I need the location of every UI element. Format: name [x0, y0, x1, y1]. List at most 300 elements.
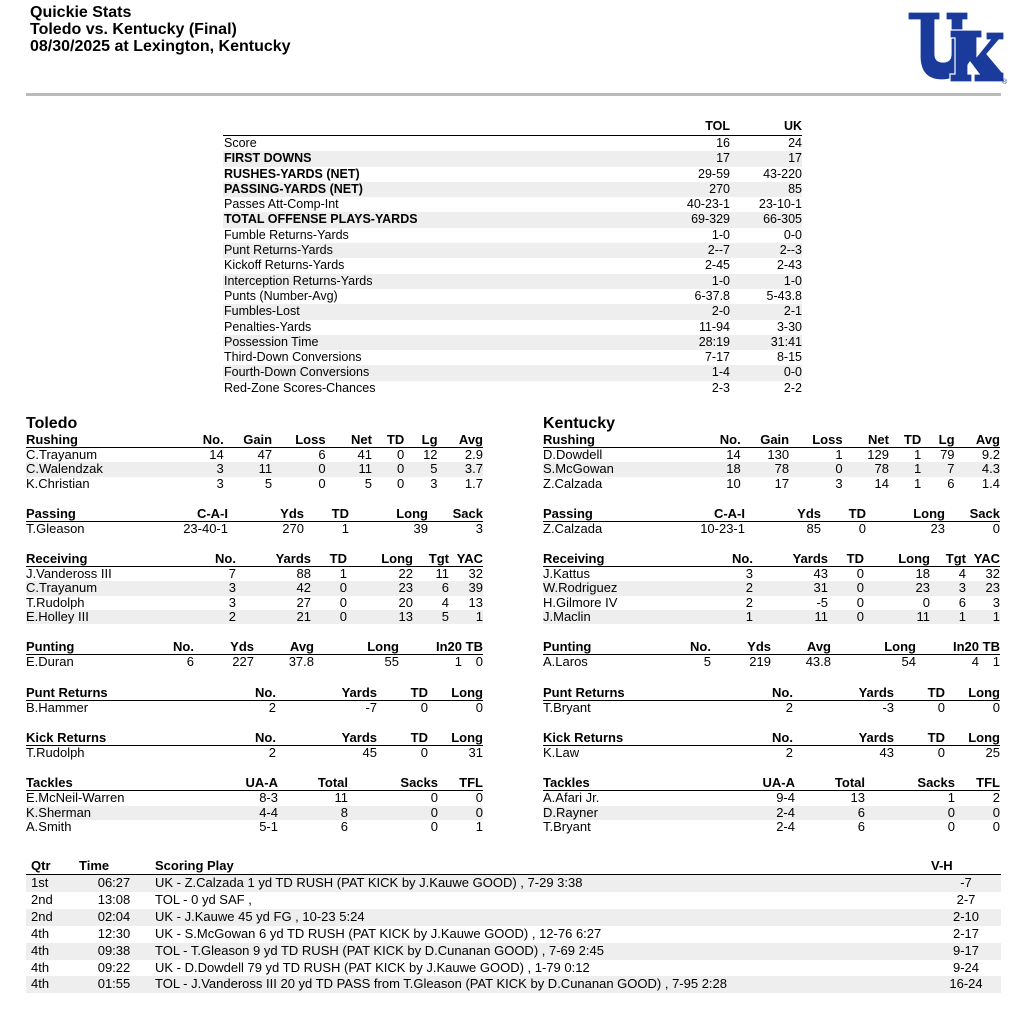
punting-column-header: Yds [194, 640, 254, 655]
passing-column-header: TD [821, 507, 866, 522]
player-name: J.Kattus [543, 566, 590, 582]
stat-value: 0 [937, 699, 945, 715]
summary-tol-value: 2-0 [711, 304, 730, 319]
summary-uk-value: 5-43.8 [766, 288, 802, 303]
passing-header-row [26, 507, 483, 522]
rushing-column-header: TD [372, 433, 404, 448]
scoring-score: 2-17 [952, 925, 980, 941]
passing-section-title: Passing [26, 507, 156, 522]
stat-value: 23 [915, 580, 930, 596]
rushing-player-row [26, 462, 483, 476]
team-summary-table [223, 118, 802, 396]
stat-value: 9-4 [776, 790, 795, 806]
tackles-column-header: Total [278, 776, 348, 791]
punt-returns-table [26, 686, 483, 715]
stat-value: 43.8 [805, 654, 831, 670]
punting-table [543, 640, 1000, 669]
scoring-quarter: 4th [31, 925, 50, 941]
stat-value: 0 [420, 744, 428, 760]
punting-column-header: Yds [711, 640, 771, 655]
scoring-quarter: 4th [31, 942, 50, 958]
stat-value: 55 [384, 654, 399, 670]
summary-header-row [223, 118, 802, 136]
punting-player-row [543, 655, 1000, 670]
receiving-column-header: YAC [966, 552, 1000, 567]
summary-label: Possession Time [224, 334, 319, 349]
stat-value: 13 [398, 609, 413, 625]
scoring-header-play: Scoring Play [149, 856, 931, 875]
stat-value: 0 [992, 804, 1000, 820]
stat-value: 0 [475, 699, 483, 715]
rushing-column-header: Loss [789, 433, 842, 448]
stat-value: 18 [726, 461, 741, 477]
summary-header-tol: TOL [664, 118, 730, 136]
stat-value: 78 [774, 461, 790, 477]
stat-value: -7 [365, 699, 377, 715]
stat-value: 0 [339, 580, 347, 596]
stat-value: 0 [992, 520, 1000, 536]
summary-uk-value: 31:41 [770, 334, 802, 349]
stat-value: 0 [339, 594, 347, 610]
stat-value: 0 [992, 699, 1000, 715]
scoring-header-time: Time [79, 856, 149, 875]
receiving-header-row [543, 552, 1000, 567]
receiving-table [543, 552, 1000, 624]
kick-returns-player-row [26, 745, 483, 760]
rushing-column-header: Avg [438, 433, 483, 448]
rushing-column-header: Gain [224, 433, 272, 448]
kick-returns-column-header: TD [377, 731, 428, 746]
summary-tol-value: 1-4 [711, 365, 730, 380]
stat-value: 1 [475, 818, 483, 834]
summary-uk-value: 8-15 [776, 350, 802, 365]
player-name: T.Bryant [543, 818, 591, 834]
punting-column-header: Long [831, 640, 916, 655]
player-name: Z.Calzada [543, 475, 603, 491]
punting-column-header: TB [462, 640, 483, 655]
player-name: H.Gilmore IV [543, 594, 618, 610]
stat-value: 3 [745, 566, 753, 582]
scoring-row [26, 960, 1001, 977]
scoring-score: -7 [960, 875, 972, 890]
stat-value: 0 [397, 475, 405, 491]
kick-returns-column-header: TD [894, 731, 945, 746]
receiving-player-row [26, 596, 483, 610]
player-name: A.Laros [543, 654, 588, 670]
stat-value: 0 [992, 818, 1000, 834]
stat-value: 0 [397, 447, 405, 462]
rushing-column-header: Gain [741, 433, 789, 448]
game-matchup: Toledo vs. Kentucky (Final) [30, 21, 237, 38]
summary-tol-value: 40-23-1 [686, 197, 730, 212]
punt-returns-column-header: No. [226, 686, 276, 701]
summary-tol-value: 16 [716, 136, 730, 150]
stat-value: 3 [216, 461, 224, 477]
player-name: S.McGowan [543, 461, 614, 477]
receiving-player-row [26, 567, 483, 582]
scoring-quarter: 4th [31, 959, 50, 975]
team-stats-toledo [26, 415, 483, 850]
summary-tol-value: 29-59 [698, 166, 730, 181]
stat-value: 37.8 [288, 654, 314, 670]
stat-value: 11 [435, 566, 449, 582]
stat-value: 5 [364, 475, 372, 491]
stat-value: 23-40-1 [183, 520, 228, 536]
stat-value: 8 [340, 804, 348, 820]
passing-column-header: C-A-I [156, 507, 228, 522]
scoring-time: 13:08 [97, 891, 131, 907]
summary-row [223, 320, 802, 335]
summary-tol-value: 1-0 [711, 273, 730, 288]
summary-tol-value: 2-3 [711, 380, 730, 395]
rushing-player-row [26, 477, 483, 491]
kick-returns-column-header: Long [428, 731, 483, 746]
tackles-player-row [26, 806, 483, 820]
stat-value: 7 [947, 461, 955, 477]
stat-value: 22 [398, 566, 413, 582]
stat-value: 43 [879, 744, 894, 760]
stat-value: 32 [985, 566, 1000, 582]
tackles-section-title: Tackles [26, 776, 226, 791]
player-name: T.Rudolph [26, 594, 85, 610]
summary-uk-value: 2--3 [779, 243, 802, 258]
summary-label: TOTAL OFFENSE PLAYS-YARDS [224, 212, 418, 227]
summary-row [223, 197, 802, 212]
player-name: B.Hammer [26, 699, 89, 715]
kick-returns-column-header: Yards [793, 731, 894, 746]
player-name: K.Christian [26, 475, 90, 491]
report-title [30, 4, 291, 55]
stat-value: 39 [413, 520, 428, 536]
scoring-row [26, 943, 1001, 960]
summary-tol-value: 17 [716, 151, 730, 166]
stat-value: 1 [914, 447, 922, 462]
receiving-column-header: TD [311, 552, 347, 567]
stat-value: 6 [186, 654, 194, 670]
summary-row [223, 335, 802, 350]
summary-uk-value: 0-0 [783, 227, 802, 242]
stat-value: 0 [947, 804, 955, 820]
rushing-section-title: Rushing [543, 433, 694, 448]
stat-value: 1.7 [464, 475, 483, 491]
stat-value: 0 [339, 609, 347, 625]
summary-tol-value: 270 [709, 181, 730, 196]
stat-value: 2-4 [776, 804, 795, 820]
team-stats-kentucky [543, 415, 1000, 850]
rushing-column-header: No. [177, 433, 223, 448]
stat-value: 219 [749, 654, 771, 670]
stat-value: 13 [468, 594, 483, 610]
rushing-player-row [26, 448, 483, 463]
player-name: D.Dowdell [543, 447, 603, 462]
stat-value: -3 [882, 699, 894, 715]
scoring-time: 12:30 [97, 925, 131, 941]
summary-uk-value: 2-2 [783, 380, 802, 395]
header-divider [26, 93, 1001, 96]
scoring-play: UK - Z.Calzada 1 yd TD RUSH (PAT KICK by J.Kauwe GOOD) , 7-29 3:38 [155, 875, 583, 890]
scoring-score: 2-7 [956, 891, 976, 907]
summary-uk-value: 85 [788, 181, 802, 196]
stat-value: 1 [958, 609, 966, 625]
stat-value: 0 [856, 609, 864, 625]
stat-value: 1 [339, 566, 347, 582]
summary-row [223, 258, 802, 273]
stat-value: 1 [475, 609, 483, 625]
kick-returns-column-header: No. [743, 731, 793, 746]
stat-value: 5-1 [259, 818, 278, 834]
summary-uk-value: 23-10-1 [758, 197, 802, 212]
summary-header-uk: UK [730, 118, 802, 136]
summary-uk-value: 2-1 [783, 304, 802, 319]
punting-table [26, 640, 483, 669]
rushing-player-row [543, 448, 1000, 463]
stat-value: 20 [398, 594, 413, 610]
stat-value: 0 [475, 790, 483, 806]
scoring-header-row [26, 856, 1001, 875]
scoring-row [26, 892, 1001, 909]
stat-value: 0 [430, 790, 438, 806]
receiving-player-row [543, 567, 1000, 582]
stat-value: 8-3 [259, 790, 278, 806]
stat-value: 2-4 [776, 818, 795, 834]
stat-value: 6 [318, 447, 326, 462]
punt-returns-player-row [26, 700, 483, 715]
tackles-table [26, 776, 483, 834]
stat-value: 32 [468, 566, 483, 582]
stat-value: 79 [940, 447, 955, 462]
player-name: K.Sherman [26, 804, 92, 820]
summary-tol-value: 69-329 [691, 212, 730, 227]
stat-value: 11 [814, 609, 828, 625]
stat-value: 3 [475, 520, 483, 536]
player-name: J.Maclin [543, 609, 591, 625]
stat-value: 85 [806, 520, 821, 536]
summary-label: Fumble Returns-Yards [224, 227, 349, 242]
stat-value: 6 [857, 804, 865, 820]
summary-tol-value: 1-0 [711, 227, 730, 242]
summary-label: Kickoff Returns-Yards [224, 258, 345, 273]
scoring-row [26, 875, 1001, 892]
stat-value: 6 [340, 818, 348, 834]
stat-value: 2 [745, 580, 753, 596]
stat-value: 3 [228, 580, 236, 596]
rushing-column-header: Net [843, 433, 889, 448]
stat-value: 0 [937, 744, 945, 760]
stat-value: 0 [922, 594, 930, 610]
stat-value: 21 [296, 609, 311, 625]
summary-row [223, 182, 802, 197]
scoring-summary-table [26, 856, 1001, 993]
kick-returns-table [26, 731, 483, 760]
tackles-column-header: UA-A [226, 776, 278, 791]
receiving-column-header: Yards [236, 552, 311, 567]
punting-section-title: Punting [26, 640, 156, 655]
summary-tol-value: 2-45 [704, 258, 730, 273]
tackles-player-row [543, 791, 1000, 806]
rushing-section-title: Rushing [26, 433, 177, 448]
passing-player-row [26, 521, 483, 536]
player-name: A.Afari Jr. [543, 790, 600, 806]
rushing-column-header: TD [889, 433, 921, 448]
tackles-section-title: Tackles [543, 776, 743, 791]
stat-value: 13 [850, 790, 865, 806]
player-name: K.Law [543, 744, 580, 760]
scoring-score: 2-10 [952, 908, 980, 924]
stat-value: 23 [930, 520, 945, 536]
stat-value: 1 [914, 475, 922, 491]
receiving-column-header: Long [864, 552, 930, 567]
player-name: T.Rudolph [26, 744, 85, 760]
tackles-player-row [26, 791, 483, 806]
stat-value: 11 [334, 790, 348, 806]
player-name: C.Walendzak [26, 461, 103, 477]
summary-label: Red-Zone Scores-Chances [224, 380, 376, 395]
punting-column-header: TB [979, 640, 1000, 655]
kick-returns-header-row [26, 731, 483, 746]
punting-column-header: Avg [771, 640, 831, 655]
rushing-column-header: No. [694, 433, 740, 448]
stat-value: 2 [992, 790, 1000, 806]
stat-value: 43 [813, 566, 828, 582]
rushing-column-header: Lg [921, 433, 954, 448]
kick-returns-player-row [543, 745, 1000, 760]
summary-uk-value: 66-305 [763, 212, 802, 227]
stat-value: 3 [216, 475, 224, 491]
scoring-time: 09:22 [97, 959, 131, 975]
tackles-player-row [543, 820, 1000, 834]
stat-value: 88 [296, 566, 311, 582]
summary-tol-value: 7-17 [704, 350, 730, 365]
summary-row [223, 365, 802, 380]
receiving-column-header: Yards [753, 552, 828, 567]
receiving-column-header: Long [347, 552, 413, 567]
summary-label: Punts (Number-Avg) [224, 288, 338, 303]
stat-value: 23 [985, 580, 1000, 596]
stat-value: 9.2 [981, 447, 1000, 462]
stat-value: 6 [947, 475, 955, 491]
stat-value: 4 [958, 566, 966, 582]
scoring-time: 06:27 [97, 875, 131, 890]
stat-value: 2 [785, 744, 793, 760]
scoring-score: 16-24 [949, 976, 983, 992]
punting-column-header: In20 [399, 640, 462, 655]
punt-returns-column-header: TD [894, 686, 945, 701]
summary-row [223, 350, 802, 365]
receiving-player-row [543, 610, 1000, 624]
player-name: E.McNeil-Warren [26, 790, 125, 806]
punt-returns-column-header: TD [377, 686, 428, 701]
receiving-section-title: Receiving [26, 552, 186, 567]
stat-value: 11 [258, 461, 273, 477]
tackles-player-row [543, 806, 1000, 820]
receiving-player-row [26, 581, 483, 595]
stat-value: 78 [874, 461, 889, 477]
stat-value: 0 [318, 475, 326, 491]
summary-label: Fourth-Down Conversions [224, 365, 370, 380]
stat-value: 31 [468, 744, 483, 760]
stat-value: 5 [430, 461, 438, 477]
passing-column-header: Sack [945, 507, 1000, 522]
receiving-player-row [543, 581, 1000, 595]
stat-value: 6 [857, 818, 865, 834]
tackles-column-header: Sacks [865, 776, 955, 791]
summary-row [223, 289, 802, 304]
receiving-column-header: TD [828, 552, 864, 567]
passing-table [26, 507, 483, 536]
passing-player-row [543, 521, 1000, 536]
summary-uk-value: 17 [788, 151, 802, 166]
tackles-header-row [26, 776, 483, 791]
stat-value: 2 [745, 594, 753, 610]
stat-value: 0 [475, 654, 483, 670]
stat-value: 4-4 [259, 804, 278, 820]
stat-value: 41 [357, 447, 372, 462]
stat-value: 31 [813, 580, 828, 596]
rushing-table [543, 433, 1000, 491]
scoring-header-qtr: Qtr [26, 856, 79, 875]
punting-column-header: Avg [254, 640, 314, 655]
punt-returns-column-header: Yards [793, 686, 894, 701]
stat-value: 0 [420, 699, 428, 715]
punting-column-header: No. [156, 640, 194, 655]
kick-returns-table [543, 731, 1000, 760]
stat-value: 270 [282, 520, 304, 536]
rushing-player-row [543, 462, 1000, 476]
stat-value: 42 [296, 580, 311, 596]
receiving-column-header: YAC [449, 552, 483, 567]
kick-returns-header-row [543, 731, 1000, 746]
stat-value: 17 [774, 475, 790, 491]
receiving-player-row [543, 596, 1000, 610]
stat-value: 3.7 [464, 461, 483, 477]
stat-value: 0 [856, 594, 864, 610]
stat-value: 10-23-1 [700, 520, 745, 536]
stat-value: 3 [958, 580, 966, 596]
summary-row [223, 167, 802, 182]
punt-returns-column-header: Yards [276, 686, 377, 701]
tackles-header-row [543, 776, 1000, 791]
tackles-column-header: TFL [955, 776, 1000, 791]
stat-value: 3 [992, 594, 1000, 610]
stat-value: 1 [454, 654, 462, 670]
punting-column-header: No. [673, 640, 711, 655]
game-date-location: 08/30/2025 at Lexington, Kentucky [30, 38, 291, 55]
stat-value: 1 [745, 609, 753, 625]
stat-value: 0 [430, 818, 438, 834]
tackles-column-header: TFL [438, 776, 483, 791]
stat-value: 7 [228, 566, 236, 582]
stat-value: 2 [785, 699, 793, 715]
stat-value: 3 [430, 475, 438, 491]
stat-value: 14 [874, 475, 889, 491]
stat-value: 11 [358, 461, 372, 477]
stat-value: 3 [835, 475, 843, 491]
punt-returns-section-title: Punt Returns [543, 686, 743, 701]
summary-uk-value: 24 [788, 136, 802, 150]
stat-value: 25 [985, 744, 1000, 760]
uk-logo [906, 10, 1008, 86]
summary-tol-value: 6-37.8 [694, 288, 730, 303]
rushing-header-row [26, 433, 483, 448]
scoring-time: 09:38 [97, 942, 131, 958]
team-name: Kentucky [543, 415, 616, 432]
summary-tol-value: 28:19 [698, 334, 730, 349]
scoring-row [26, 909, 1001, 926]
passing-column-header: Yds [745, 507, 821, 522]
summary-label: Penalties-Yards [224, 319, 312, 334]
summary-label: PASSING-YARDS (NET) [224, 181, 363, 196]
stat-value: 11 [916, 609, 930, 625]
